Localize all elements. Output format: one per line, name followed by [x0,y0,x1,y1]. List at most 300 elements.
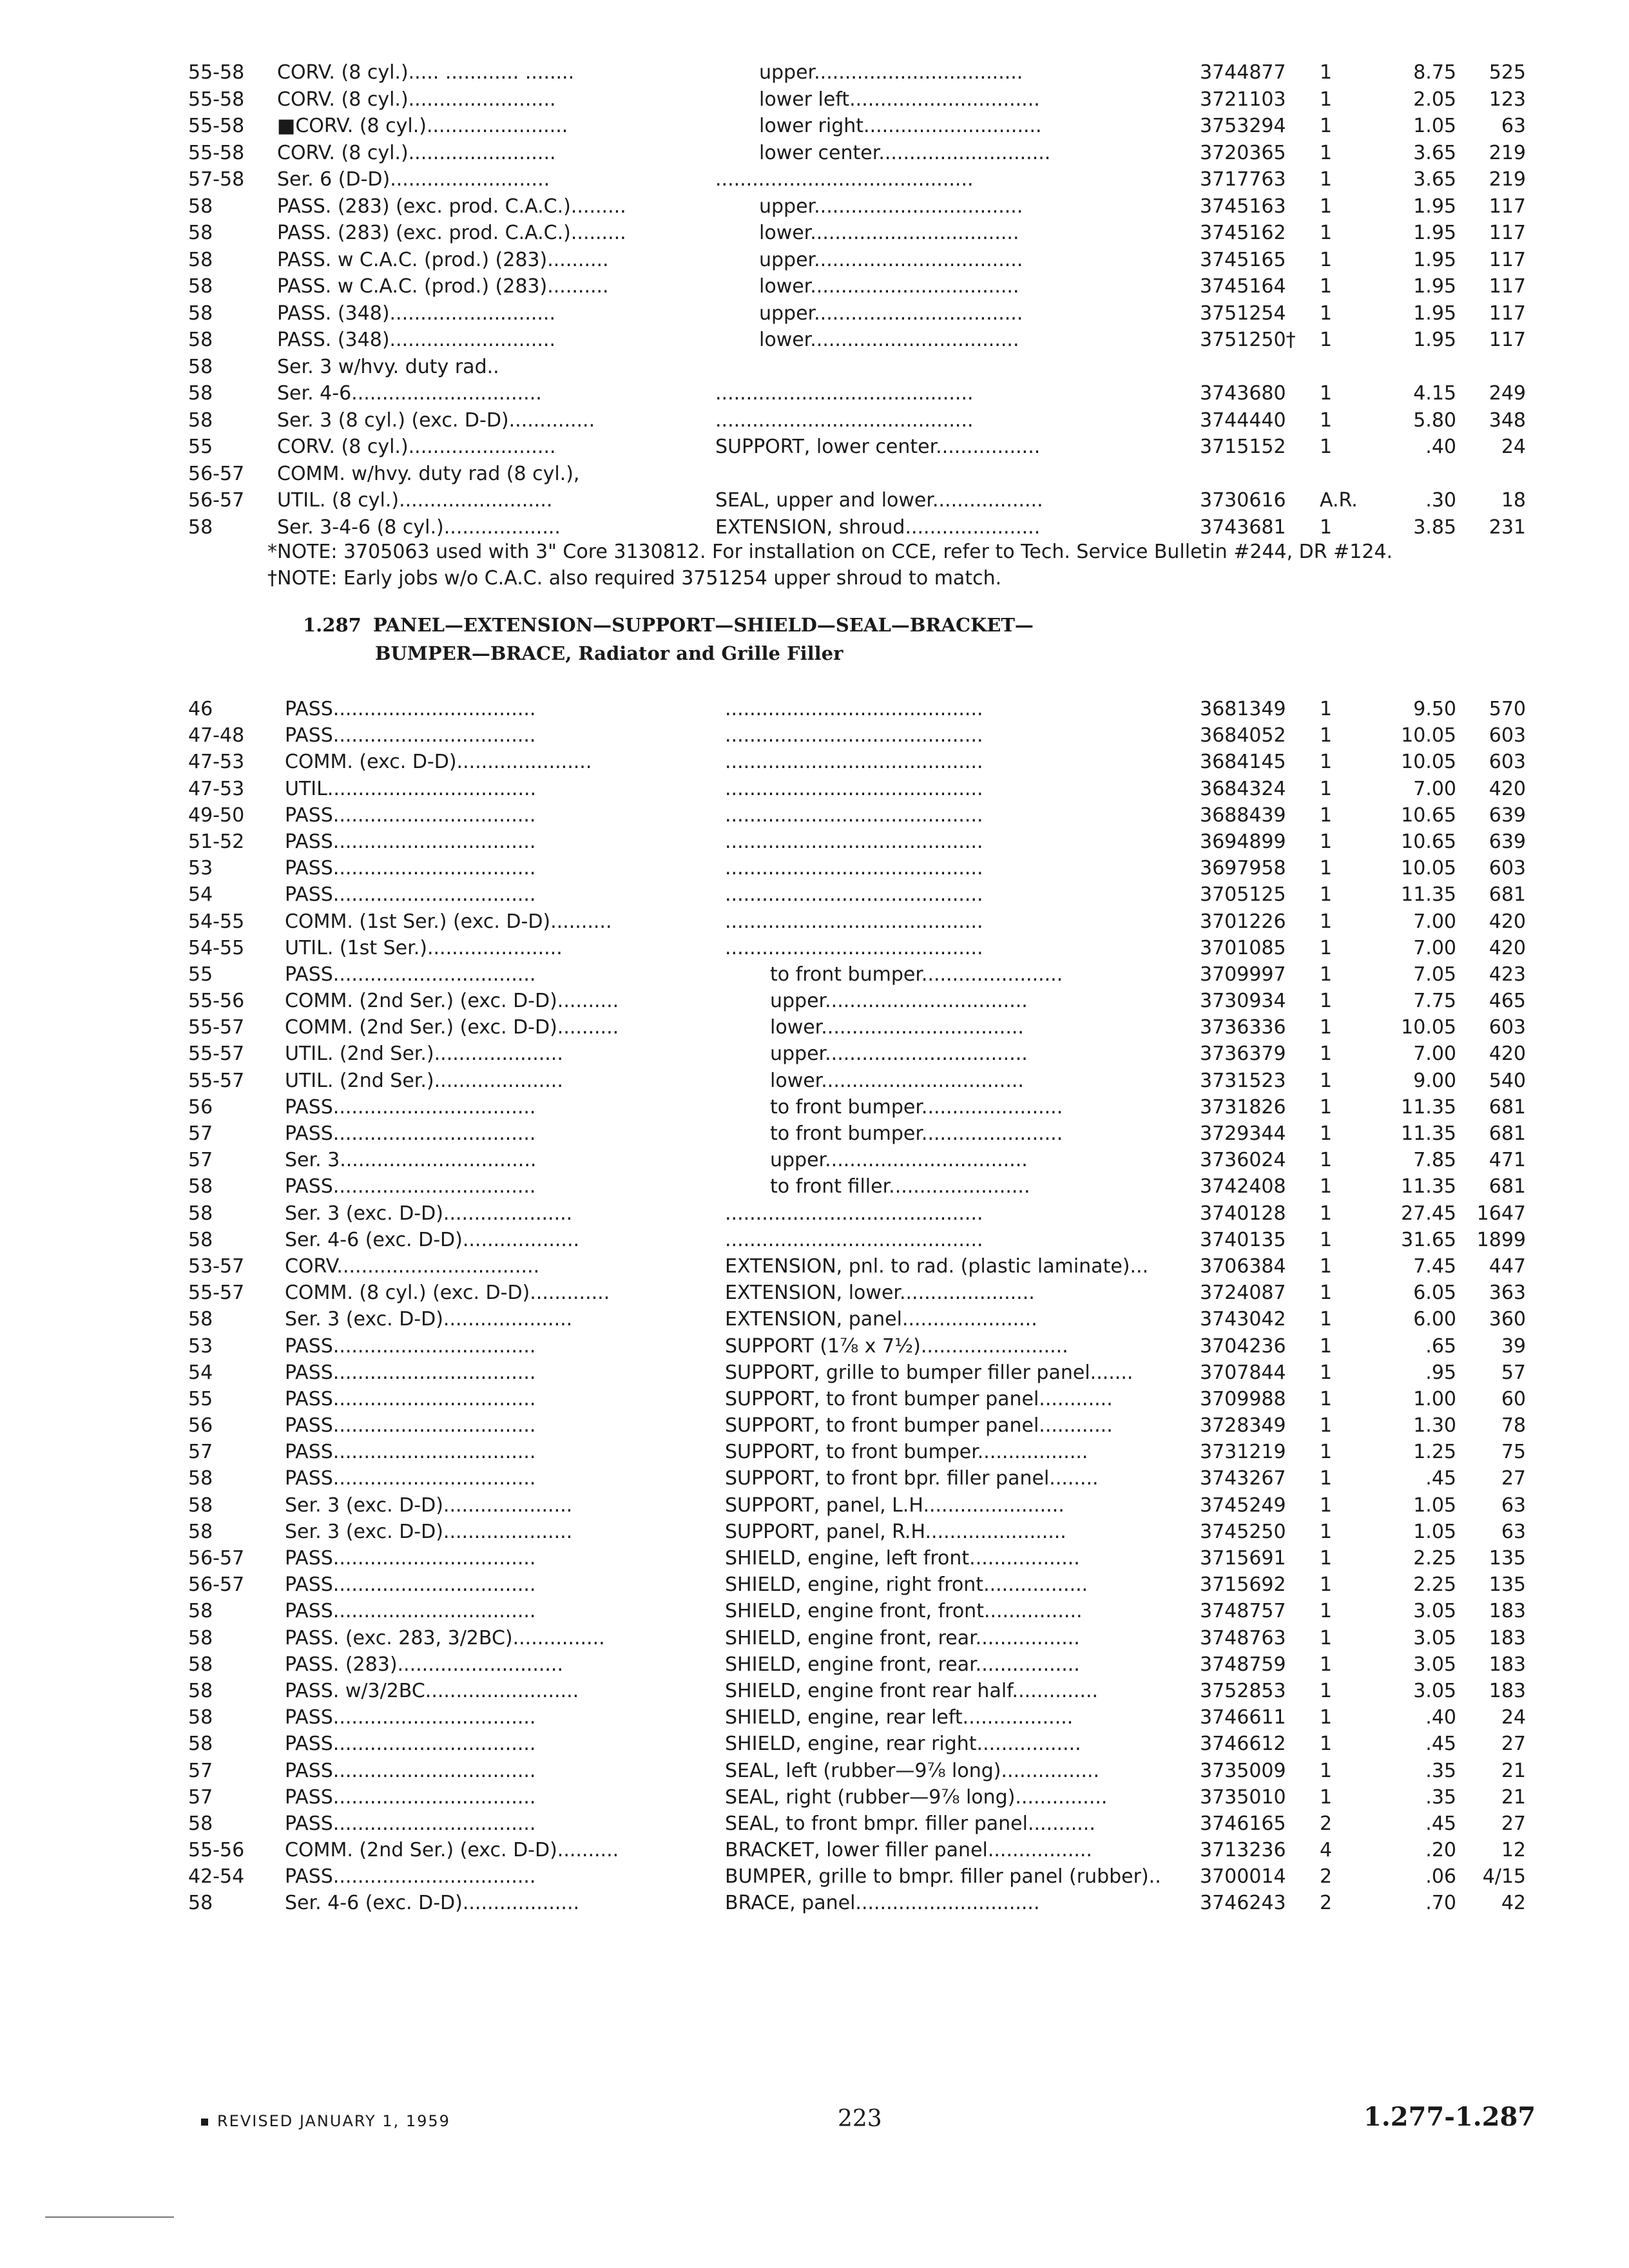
quantity-cell: 1 [1320,936,1333,959]
table-row [0,220,1629,247]
year-cell: 56 [188,1414,213,1437]
year-cell: 58 [188,1706,213,1729]
table-row [0,749,1629,775]
code-cell: 18 [1501,489,1526,512]
price-cell: 3.65 [1413,168,1456,191]
quantity-cell: 1 [1320,436,1333,458]
model-cell: PASS................................. [285,883,536,907]
code-cell: 117 [1489,329,1526,351]
description-cell: EXTENSION, panel...................... [725,1308,1037,1331]
year-cell: 46 [188,698,213,720]
table-row [0,1731,1629,1757]
year-cell: 58 [188,1308,213,1331]
price-cell: 1.95 [1413,302,1456,325]
model-cell: Ser. 3 (exc. D-D)..................... [285,1308,573,1331]
table-row [0,1041,1629,1067]
description-cell: .......................................... [715,382,974,405]
quantity-cell: 1 [1320,408,1333,432]
part-number-cell: 3701085 [1200,936,1286,959]
quantity-cell: 1 [1320,382,1333,405]
quantity-cell: 1 [1320,1361,1333,1384]
code-cell: 465 [1489,990,1526,1013]
year-cell: 54-55 [188,910,245,933]
part-number-cell: 3743680 [1200,382,1286,405]
year-cell: 42-54 [188,1865,245,1888]
price-cell: 3.05 [1413,1653,1456,1676]
year-cell: 51-52 [188,830,245,853]
code-cell: 603 [1489,1016,1526,1039]
table-row [0,193,1629,220]
price-cell: 27.45 [1401,1202,1456,1225]
price-cell: 7.75 [1413,990,1456,1013]
code-cell: 21 [1501,1759,1526,1782]
year-cell: 56-57 [188,1547,245,1570]
description-cell: .......................................... [725,724,983,747]
quantity-cell: 1 [1320,803,1333,827]
code-cell: 249 [1489,382,1526,405]
year-cell: 47-53 [188,777,245,800]
part-number-cell: 3684324 [1200,777,1286,800]
description-cell: .......................................... [715,168,974,191]
quantity-cell: 1 [1320,1228,1333,1251]
quantity-cell: 1 [1320,1626,1333,1649]
table-row [0,247,1629,274]
quantity-cell: 2 [1320,1892,1333,1915]
description-cell: SUPPORT, to front bumper panel............ [725,1414,1113,1437]
table-row [0,1412,1629,1439]
model-cell: PASS................................. [285,1095,536,1119]
price-cell: 10.65 [1401,830,1456,853]
model-cell: PASS................................. [285,1600,536,1623]
model-cell: PASS. (283)........................... [285,1653,563,1676]
part-number-cell: 3745165 [1200,248,1286,271]
table-row [0,1678,1629,1704]
code-cell: 420 [1489,936,1526,959]
note-early-jobs: †NOTE: Early jobs w/o C.A.C. also required 3751254 upper shroud to match. [267,567,1002,590]
quantity-cell: 1 [1320,883,1333,907]
quantity-cell: 1 [1320,910,1333,933]
model-cell: PASS................................. [285,1441,536,1464]
model-cell: PASS................................. [285,1547,536,1570]
description-cell: lower................................. [770,1016,1024,1039]
section-title-line2: BUMPER—BRACE, Radiator and Grille Filler [375,642,843,664]
price-cell: 10.05 [1401,857,1456,880]
table-row [0,1147,1629,1173]
price-cell: 6.00 [1413,1308,1456,1331]
year-cell: 57 [188,1149,213,1172]
description-cell: EXTENSION, lower...................... [725,1282,1035,1305]
model-cell: PASS. w C.A.C. (prod.) (283).......... [277,275,609,298]
model-cell: PASS. w/3/2BC......................... [285,1679,579,1702]
price-cell: 7.45 [1413,1254,1456,1278]
code-cell: 360 [1489,1308,1526,1331]
part-number-cell: 3697958 [1200,857,1286,880]
year-cell: 58 [188,1812,213,1835]
year-cell: 49-50 [188,803,245,827]
year-cell: 47-48 [188,724,245,747]
price-cell: 7.00 [1413,936,1456,959]
model-cell: PASS. (283) (exc. prod. C.A.C.)......... [277,222,626,244]
year-cell: 58 [188,1626,213,1649]
year-cell: 58 [188,1520,213,1543]
model-cell: PASS................................. [285,1414,536,1437]
description-cell: SUPPORT, to front bumper panel............ [725,1387,1113,1410]
quantity-cell: 1 [1320,698,1333,720]
table-row [0,908,1629,935]
code-cell: 183 [1489,1626,1526,1649]
year-cell: 58 [188,1733,213,1756]
model-cell: COMM. (exc. D-D)...................... [285,751,592,774]
price-cell: .06 [1425,1865,1456,1888]
part-number-cell: 3736024 [1200,1149,1286,1172]
quantity-cell: 1 [1320,1202,1333,1225]
revised-text: REVISED JANUARY 1, 1959 [217,2112,450,2130]
table-row [0,1253,1629,1280]
description-cell: lower right............................. [759,115,1042,137]
price-cell: 1.95 [1413,329,1456,351]
part-number-cell: 3743042 [1200,1308,1286,1331]
quantity-cell: 1 [1320,777,1333,800]
description-cell: to front bumper....................... [770,1122,1063,1145]
quantity-cell: 1 [1320,1547,1333,1570]
description-cell: .......................................... [725,751,983,774]
table-row [0,1227,1629,1253]
price-cell: 2.25 [1413,1573,1456,1597]
model-cell: PASS................................. [285,1361,536,1384]
code-cell: 1647 [1476,1202,1526,1225]
part-number-cell: 3713236 [1200,1839,1286,1862]
table-row [0,273,1629,300]
price-cell: .45 [1425,1467,1456,1490]
price-cell: 1.30 [1413,1414,1456,1437]
model-cell: Ser. 4-6 (exc. D-D)................... [285,1892,580,1915]
model-cell: Ser. 3................................ [285,1149,537,1172]
table-row [0,1625,1629,1651]
quantity-cell: 1 [1320,1334,1333,1358]
part-number-cell: 3724087 [1200,1282,1286,1305]
quantity-cell: 1 [1320,1441,1333,1464]
price-cell: 2.25 [1413,1547,1456,1570]
part-number-cell: 3745250 [1200,1520,1286,1543]
part-number-cell: 3745163 [1200,195,1286,218]
part-number-cell: 3735010 [1200,1785,1286,1809]
section-number: 1.287 [303,614,361,636]
code-cell: 420 [1489,910,1526,933]
quantity-cell: 1 [1320,1308,1333,1331]
part-number-cell: 3748759 [1200,1653,1286,1676]
model-cell: PASS................................. [285,803,536,827]
price-cell: 1.95 [1413,195,1456,218]
price-cell: 3.85 [1413,515,1456,539]
year-cell: 58 [188,1467,213,1490]
table-row [0,1333,1629,1360]
price-cell: 3.65 [1413,141,1456,164]
quantity-cell: 4 [1320,1839,1333,1862]
description-cell: .......................................... [725,1228,983,1251]
model-cell: PASS................................. [285,1334,536,1358]
table-row [0,59,1629,86]
code-cell: 1899 [1476,1228,1526,1251]
table-row [0,327,1629,354]
year-cell: 55-58 [188,61,245,84]
description-cell: .......................................... [725,910,983,933]
table-row [0,1094,1629,1120]
quantity-cell: 1 [1320,1467,1333,1490]
code-cell: 420 [1489,1043,1526,1066]
price-cell: 1.05 [1413,1520,1456,1543]
price-cell: 11.35 [1401,1122,1456,1145]
table-row [0,487,1629,514]
description-cell: .......................................... [725,698,983,720]
model-cell: Ser. 4-6 (exc. D-D)................... [285,1228,580,1251]
code-cell: 423 [1489,963,1526,986]
year-cell: 58 [188,1653,213,1676]
part-number-cell: 3704236 [1200,1334,1286,1358]
part-number-cell: 3694899 [1200,830,1286,853]
code-cell: 123 [1489,88,1526,111]
price-cell: 3.05 [1413,1626,1456,1649]
price-cell: 1.05 [1413,115,1456,137]
model-cell: PASS................................. [285,1573,536,1597]
code-cell: 348 [1489,408,1526,432]
quantity-cell: 1 [1320,1573,1333,1597]
quantity-cell: 1 [1320,1679,1333,1702]
table-row [0,1360,1629,1386]
part-number-cell: 3744877 [1200,61,1286,84]
table-row [0,140,1629,167]
quantity-cell: 1 [1320,724,1333,747]
table-row [0,881,1629,908]
year-cell: 58 [188,408,213,432]
table-row [0,696,1629,722]
quantity-cell: 1 [1320,1016,1333,1039]
year-cell: 57 [188,1441,213,1464]
price-cell: 1.05 [1413,1494,1456,1517]
model-cell: COMM. (2nd Ser.) (exc. D-D).......... [285,1016,619,1039]
code-cell: 135 [1489,1573,1526,1597]
table-row [0,776,1629,802]
year-cell: 56-57 [188,1573,245,1597]
description-cell: .......................................... [725,803,983,827]
price-cell: 2.05 [1413,88,1456,111]
model-cell: PASS................................. [285,1467,536,1490]
description-cell: .......................................... [725,777,983,800]
part-number-cell: 3745162 [1200,222,1286,244]
price-cell: .40 [1425,1706,1456,1729]
model-cell: CORV. (8 cyl.)........................ [277,88,556,111]
code-cell: 135 [1489,1547,1526,1570]
revised-date [201,2112,450,2130]
model-cell: PASS................................. [285,1706,536,1729]
part-number-cell: 3746612 [1200,1733,1286,1756]
code-cell: 63 [1501,1494,1526,1517]
table-row [0,935,1629,961]
part-number-cell: 3748763 [1200,1626,1286,1649]
price-cell: 11.35 [1401,1175,1456,1198]
year-cell: 58 [188,302,213,325]
code-cell: 183 [1489,1679,1526,1702]
part-number-cell: 3701226 [1200,910,1286,933]
notes-block [267,539,1393,591]
table-row [0,1173,1629,1200]
table-row [0,1120,1629,1147]
year-cell: 56-57 [188,462,245,485]
price-cell: 3.05 [1413,1600,1456,1623]
part-number-cell: 3706384 [1200,1254,1286,1278]
year-cell: 55-57 [188,1043,245,1066]
price-cell: 31.65 [1401,1228,1456,1251]
description-cell: to front filler....................... [770,1175,1030,1198]
code-cell: 63 [1501,115,1526,137]
price-cell: 1.25 [1413,1441,1456,1464]
code-cell: 24 [1501,1706,1526,1729]
quantity-cell: 1 [1320,1122,1333,1145]
table-row [0,855,1629,881]
price-cell: 1.95 [1413,275,1456,298]
description-cell: upper................................. [770,1149,1028,1172]
description-cell: upper................................. [770,1043,1028,1066]
code-cell: 603 [1489,724,1526,747]
quantity-cell: 1 [1320,751,1333,774]
part-number-cell: 3717763 [1200,168,1286,191]
model-cell: Ser. 3 w/hvy. duty rad.. [277,355,499,378]
code-cell: 117 [1489,222,1526,244]
price-cell: 1.95 [1413,222,1456,244]
model-cell: PASS................................. [285,1759,536,1782]
description-cell: EXTENSION, pnl. to rad. (plastic laminate)... [725,1254,1149,1278]
model-cell: PASS................................. [285,1865,536,1888]
parts-table-1277 [0,59,1629,541]
price-cell: 9.00 [1413,1069,1456,1092]
description-cell: upper.................................. [759,248,1023,271]
year-cell: 58 [188,1679,213,1702]
model-cell: UTIL. (2nd Ser.)..................... [285,1069,563,1092]
table-row [0,1598,1629,1624]
description-cell: lower................................. [770,1069,1024,1092]
model-cell: PASS................................. [285,1785,536,1809]
quantity-cell: 2 [1320,1865,1333,1888]
price-cell: .70 [1425,1892,1456,1915]
price-cell: .30 [1425,489,1456,512]
code-cell: 603 [1489,857,1526,880]
year-cell: 58 [188,1175,213,1198]
description-cell: SUPPORT, panel, L.H....................... [725,1494,1065,1517]
year-cell: 55-56 [188,990,245,1013]
table-row [0,300,1629,327]
quantity-cell: A.R. [1320,489,1358,512]
part-number-cell: 3709988 [1200,1387,1286,1410]
code-cell: 117 [1489,302,1526,325]
year-cell: 54 [188,1361,213,1384]
price-cell: .45 [1425,1733,1456,1756]
table-row [0,1704,1629,1731]
description-cell: SHIELD, engine front, front................ [725,1600,1083,1623]
code-cell: 570 [1489,698,1526,720]
part-number-cell: 3731826 [1200,1095,1286,1119]
part-number-cell: 3730616 [1200,489,1286,512]
quantity-cell: 1 [1320,1733,1333,1756]
price-cell: 11.35 [1401,1095,1456,1119]
model-cell: UTIL.................................. [285,777,537,800]
description-cell: BRACE, panel.............................. [725,1892,1040,1915]
year-cell: 58 [188,382,213,405]
table-row [0,1519,1629,1545]
table-row [0,1465,1629,1492]
year-cell: 58 [188,1228,213,1251]
model-cell: PASS. (348)........................... [277,329,555,351]
table-row [0,1068,1629,1094]
table-row [0,1306,1629,1332]
part-number-cell: 3728349 [1200,1414,1286,1437]
model-cell: CORV................................. [285,1254,540,1278]
part-number-cell: 3731523 [1200,1069,1286,1092]
code-cell: 639 [1489,830,1526,853]
part-number-cell: 3688439 [1200,803,1286,827]
description-cell: SHIELD, engine front, rear................. [725,1653,1080,1676]
part-number-cell: 3753294 [1200,115,1286,137]
code-cell: 39 [1501,1334,1526,1358]
table-row [0,166,1629,193]
year-cell: 55 [188,1387,213,1410]
part-number-cell: 3752853 [1200,1679,1286,1702]
description-cell: SUPPORT (1⅞ x 7½)........................ [725,1334,1068,1358]
description-cell: SUPPORT, grille to bumper filler panel....... [725,1361,1133,1384]
code-cell: 117 [1489,195,1526,218]
model-cell: Ser. 4-6............................... [277,382,542,405]
table-row [0,434,1629,461]
table-row [0,1758,1629,1784]
model-cell: Ser. 3 (exc. D-D)..................... [285,1520,573,1543]
code-cell: 219 [1489,141,1526,164]
year-cell: 53 [188,1334,213,1358]
price-cell: .40 [1425,436,1456,458]
code-cell: 231 [1489,515,1526,539]
description-cell: lower.................................. [759,275,1019,298]
price-cell: 10.05 [1401,724,1456,747]
description-cell: .......................................... [725,830,983,853]
description-cell: .......................................... [725,936,983,959]
description-cell: .......................................... [725,857,983,880]
table-row [0,1890,1629,1916]
table-row [0,988,1629,1014]
code-cell: 78 [1501,1414,1526,1437]
code-cell: 525 [1489,61,1526,84]
quantity-cell: 1 [1320,1706,1333,1729]
table-row [0,1280,1629,1306]
table-row [0,829,1629,855]
description-cell: SHIELD, engine front, rear................. [725,1626,1080,1649]
year-cell: 55 [188,963,213,986]
model-cell: PASS. (348)........................... [277,302,555,325]
model-cell: PASS................................. [285,830,536,853]
code-cell: 24 [1501,436,1526,458]
scan-artifact-line [45,2216,174,2218]
description-cell: lower.................................. [759,329,1019,351]
quantity-cell: 1 [1320,1282,1333,1305]
part-number-cell: 3705125 [1200,883,1286,907]
table-row [0,86,1629,113]
part-number-cell: 3731219 [1200,1441,1286,1464]
description-cell: lower.................................. [759,222,1019,244]
table-row [0,722,1629,749]
model-cell: CORV. (8 cyl.)........................ [277,141,556,164]
price-cell: 1.95 [1413,248,1456,271]
model-cell: Ser. 6 (D-D).......................... [277,168,550,191]
description-cell: SHIELD, engine, right front................. [725,1573,1088,1597]
description-cell: EXTENSION, shroud...................... [715,515,1041,539]
table-row [0,1811,1629,1837]
quantity-cell: 1 [1320,248,1333,271]
